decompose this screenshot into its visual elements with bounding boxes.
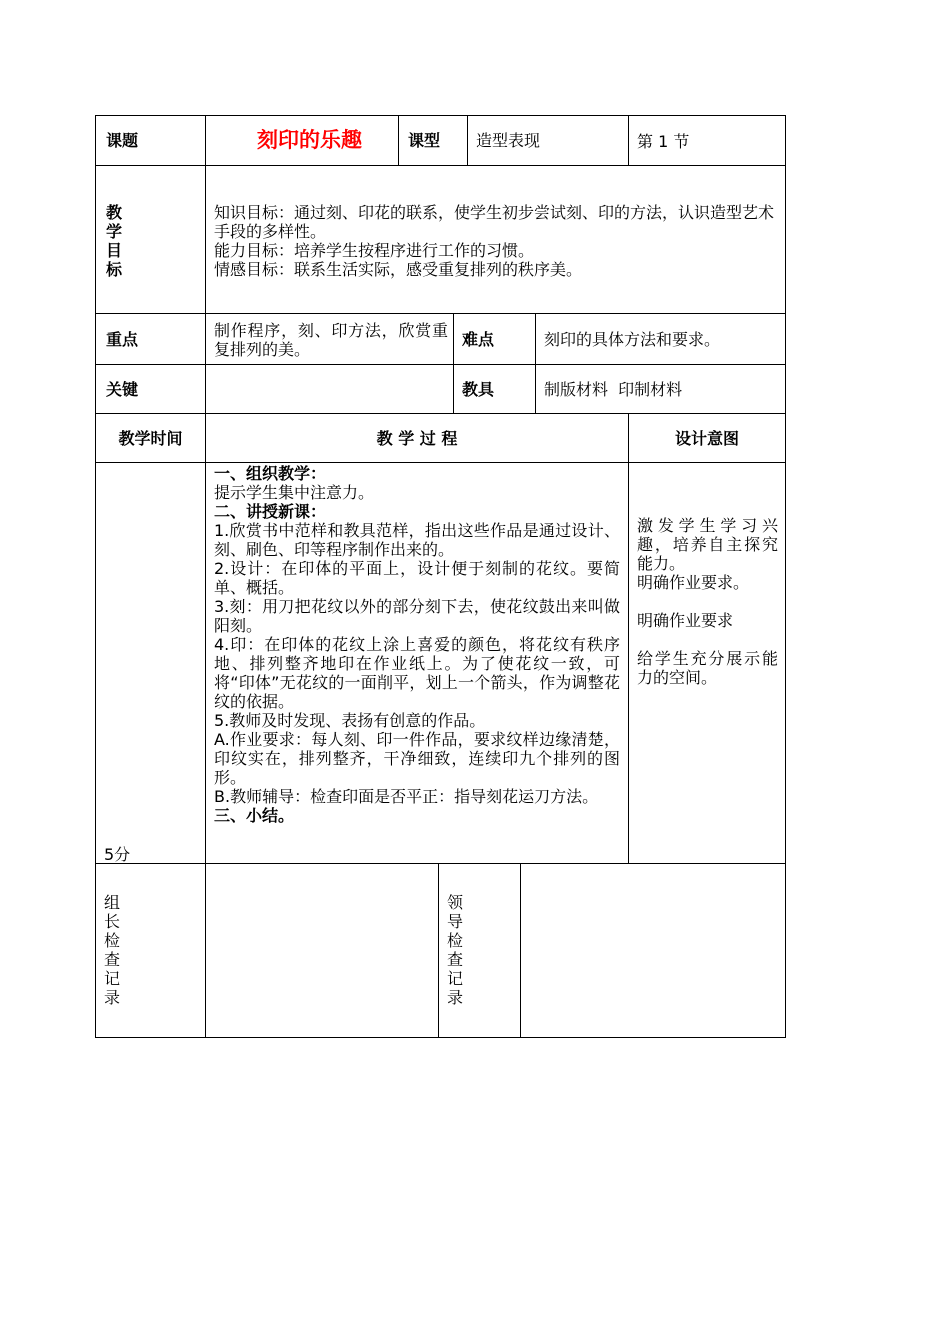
group-leader-review-label: 组长检查记录 (104, 893, 121, 1007)
col-rule (398, 115, 399, 165)
leader-review-label: 领导检查记录 (447, 893, 464, 1007)
key-label: 关键 (106, 380, 139, 399)
process-step: 5.教师及时发现、表扬有创意的作品。 (214, 711, 486, 730)
col-rule (467, 115, 468, 165)
process-step: 4.印：在印体的花纹上涂上喜爱的颜色，将花纹有秩序地、排列整齐地印在作业纸上。为了使花纹一致，可将“印体”无花纹的一面削平，划上一个箭头，作为调整花纹的依据。 (214, 635, 620, 711)
intent-line (637, 592, 778, 611)
objective-knowledge: 知识目标：通过刻、印花的联系，使学生初步尝试刻、印的方法，认识造型艺术手段的多样性。 (214, 203, 775, 241)
intent-line: 明确作业要求 (637, 611, 734, 630)
row-rule (95, 462, 786, 463)
time-value: 5分 (104, 845, 131, 864)
col-rule (628, 115, 629, 165)
col-rule (453, 313, 454, 413)
table-border-top (95, 115, 786, 116)
process-step: 2.设计：在印体的平面上，设计便于刻制的花纹。要简单、概括。 (214, 559, 620, 597)
row-rule (95, 165, 786, 166)
row-rule (95, 863, 786, 864)
col-rule (520, 863, 521, 1038)
intent-line (637, 630, 778, 649)
col-rule (205, 115, 206, 1038)
process-header: 教 学 过 程 (376, 429, 458, 448)
difficulty-value: 刻印的具体方法和要求。 (544, 330, 721, 349)
intent-header: 设计意图 (674, 429, 739, 448)
intent-line: 明确作业要求。 (637, 573, 750, 592)
process-step: 二、讲授新课： (214, 502, 327, 521)
table-border-right (785, 115, 786, 1038)
objective-emotion: 情感目标：联系生活实际，感受重复排列的秩序美。 (214, 260, 583, 279)
design-intent (637, 516, 778, 687)
process-step: B.教师辅导：检查印面是否平正：指导刻花运刀方法。 (214, 787, 599, 806)
session-number: 第 1 节 (637, 132, 690, 151)
key-points-value: 制作程序，刻、印方法，欣赏重复排列的美。 (214, 321, 448, 359)
process-steps (214, 464, 620, 825)
lesson-title: 刻印的乐趣 (257, 128, 362, 152)
process-step: A.作业要求：每人刻、印一件作品，要求纹样边缘清楚，印纹实在，排列整齐，干净细致，连续印九个排列的图形。 (214, 730, 620, 787)
process-step: 三、小结。 (214, 806, 295, 825)
row-rule (95, 313, 786, 314)
process-step: 一、组织教学： (214, 464, 327, 483)
table-border-bottom (95, 1037, 786, 1038)
intent-line: 激发学生学习兴趣，培养自主探究能力。 (637, 516, 778, 573)
type-label: 课型 (408, 131, 441, 150)
objectives-label: 教学目标 (106, 203, 123, 279)
process-step: 提示学生集中注意力。 (214, 483, 375, 502)
objective-ability: 能力目标：培养学生按程序进行工作的习惯。 (214, 241, 535, 260)
teaching-aids-value: 制版材料 印制材料 (544, 380, 683, 399)
type-value: 造型表现 (476, 131, 541, 150)
process-step: 1.欣赏书中范样和教具范样，指出这些作品是通过设计、刻、刷色、印等程序制作出来的。 (214, 521, 620, 559)
col-rule (628, 413, 629, 863)
process-step: 3.刻：用刀把花纹以外的部分刻下去，使花纹鼓出来叫做阳刻。 (214, 597, 620, 635)
row-rule (95, 413, 786, 414)
intent-line: 给学生充分展示能力的空间。 (637, 649, 778, 687)
difficulty-label: 难点 (462, 330, 495, 349)
time-header: 教学时间 (118, 429, 183, 448)
topic-label: 课题 (106, 131, 139, 150)
key-points-label: 重点 (106, 330, 139, 349)
col-rule (438, 863, 439, 1038)
row-rule (95, 364, 786, 365)
col-rule (535, 313, 536, 413)
table-border-left (95, 115, 96, 1038)
teaching-aids-label: 教具 (462, 380, 495, 399)
